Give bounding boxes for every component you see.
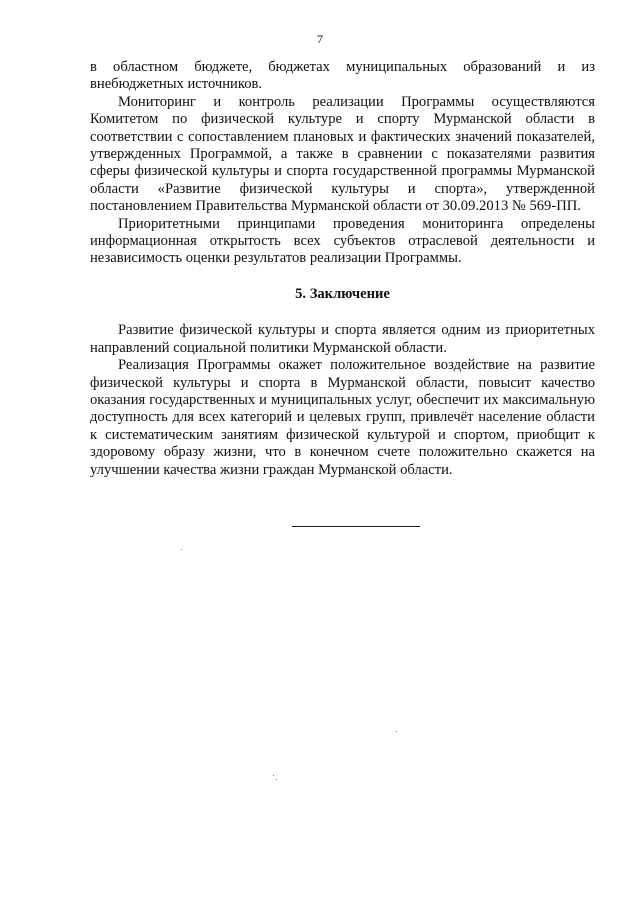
scan-speck (276, 779, 277, 780)
paragraph-monitoring-control: Мониторинг и контроль реализации Программы осуществляются Комитетом по физической культуре и спорту Мурманской области в соответствии с сопоставлением плановых и фактических значений показателей, утвержденных Программой, а также в сравнении с показателями развития сферы физической культуры и спорта государственной программы Мурманской области «Развитие физической культуры и спорта», утвержденной постановлением Правительства Мурманской области от 30.09.2013 № 569-ПП. (90, 93, 595, 215)
paragraph-budget-sources: в областном бюджете, бюджетах муниципальных образований и из внебюджетных источников. (90, 59, 595, 93)
section-heading-conclusion: 5. Заключение (295, 285, 390, 302)
page-number: 7 (317, 32, 323, 46)
document-body (90, 59, 595, 479)
end-of-text-rule (292, 526, 420, 527)
paragraph-program-impact: Реализация Программы окажет положительное воздействие на развитие физической культуры и спорта в Мурманской области, повысит качество оказания государственных и муниципальных услуг, обеспечит их максимальную доступность для всех категорий и целевых групп, привлечёт население области к систематическим занятиям физической культурой и спортом, приобщит к здоровому образу жизни, что в конечном счете положительно скажется на улучшении качества жизни граждан Мурманской области. (90, 357, 595, 478)
paragraph-sport-priority: Развитие физической культуры и спорта является одним из приоритетных направлений социальной политики Мурманской области. (90, 322, 595, 356)
scan-speck (273, 775, 274, 776)
scan-speck (181, 549, 182, 550)
scan-speck (396, 731, 397, 732)
paragraph-monitoring-principles: Приоритетными принципами проведения мониторинга определены информационная открытость всех субъектов отраслевой деятельности и независимость оценки результатов реализации Программы. (90, 215, 595, 267)
